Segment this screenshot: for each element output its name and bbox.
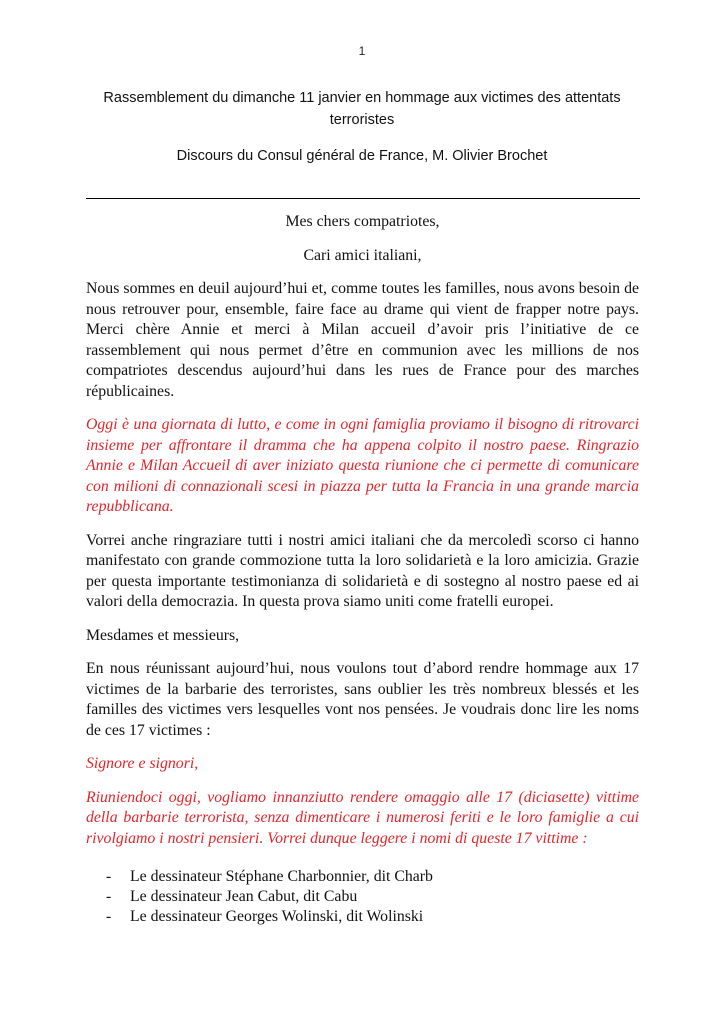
list-item bbox=[86, 907, 639, 927]
list-item bbox=[86, 887, 639, 907]
salutation-ladies-gentlemen-french: Mesdames et messieurs, bbox=[86, 626, 240, 644]
page-number: 1 bbox=[358, 44, 366, 58]
salutation-ladies-gentlemen-italian: Signore e signori, bbox=[86, 755, 199, 772]
list-marker: - bbox=[106, 908, 112, 925]
paragraph-french-1: Nous sommes en deuil aujourd’hui et, comme toutes les familles, nous avons besoin de nous retrouver pour, ensemble, faire face au drame qui vient de frapper notre pays. Merci chère Annie et merci à Milan accueil d’avoir pris l’initiative de ce rassemblement qui nous permet d’être en communion avec les millions de nos compatriotes descendus aujourd’hui dans les rues de France pour des marches républicaines. bbox=[86, 280, 639, 400]
victim-name: Le dessinateur Stéphane Charbonnier, dit Charb bbox=[130, 868, 433, 885]
salutation-french: Mes chers compatriotes, bbox=[285, 213, 440, 230]
document-header bbox=[86, 87, 638, 167]
victims-list bbox=[86, 867, 639, 927]
victim-name: Le dessinateur Georges Wolinski, dit Wolinski bbox=[130, 908, 424, 925]
salutation-italian: Cari amici italiani, bbox=[303, 246, 422, 264]
paragraph-italian-thanks: Vorrei anche ringraziare tutti i nostri amici italiani che da mercoledì scorso ci hanno manifestato con grande commozione tutta la loro solidarietà e la loro amicizia. Grazie per questa importante testimonianza di solidarietà e di sostegno al nostro paese ed ai valori della democrazia. In questa prova siamo uniti come fratelli europei. bbox=[86, 531, 639, 610]
list-marker: - bbox=[106, 888, 112, 905]
victim-name: Le dessinateur Jean Cabut, dit Cabu bbox=[130, 888, 358, 905]
list-marker: - bbox=[106, 868, 112, 885]
paragraph-french-2: En nous réunissant aujourd’hui, nous voulons tout d’abord rendre hommage aux 17 victimes de la barbarie des terroristes, sans oublier les très nombreux blessés et les familles des victimes vers lesquelles vont nos pensées. Je voudrais donc lire les noms de ces 17 victimes : bbox=[86, 660, 639, 739]
document-subtitle: Discours du Consul général de France, M. Olivier Brochet bbox=[176, 148, 548, 164]
document-title: Rassemblement du dimanche 11 janvier en hommage aux victimes des attentats terroristes bbox=[103, 90, 621, 128]
paragraph-italian-1: Oggi è una giornata di lutto, e come in ogni famiglia proviamo il bisogno di ritrovarci insieme per affrontare il dramma che ha appena colpito il nostro paese. Ringrazio Annie e Milan Accueil di aver iniziato questa riunione che ci permette di comunicare con milioni di connazionali scesi in piazza per tutta la Francia in una grande marcia repubblicana. bbox=[86, 416, 639, 515]
speech-body bbox=[86, 212, 639, 927]
list-item bbox=[86, 867, 639, 887]
paragraph-italian-2: Riuniendoci oggi, vogliamo innanziutto rendere omaggio alle 17 (diciasette) vittime della barbarie terrorista, senza dimenticare i numerosi feriti e le loro famiglie a cui rivolgiamo i nostri pensieri. Vorrei dunque leggere i nomi di queste 17 vittime : bbox=[86, 788, 639, 847]
header-divider bbox=[86, 198, 640, 199]
